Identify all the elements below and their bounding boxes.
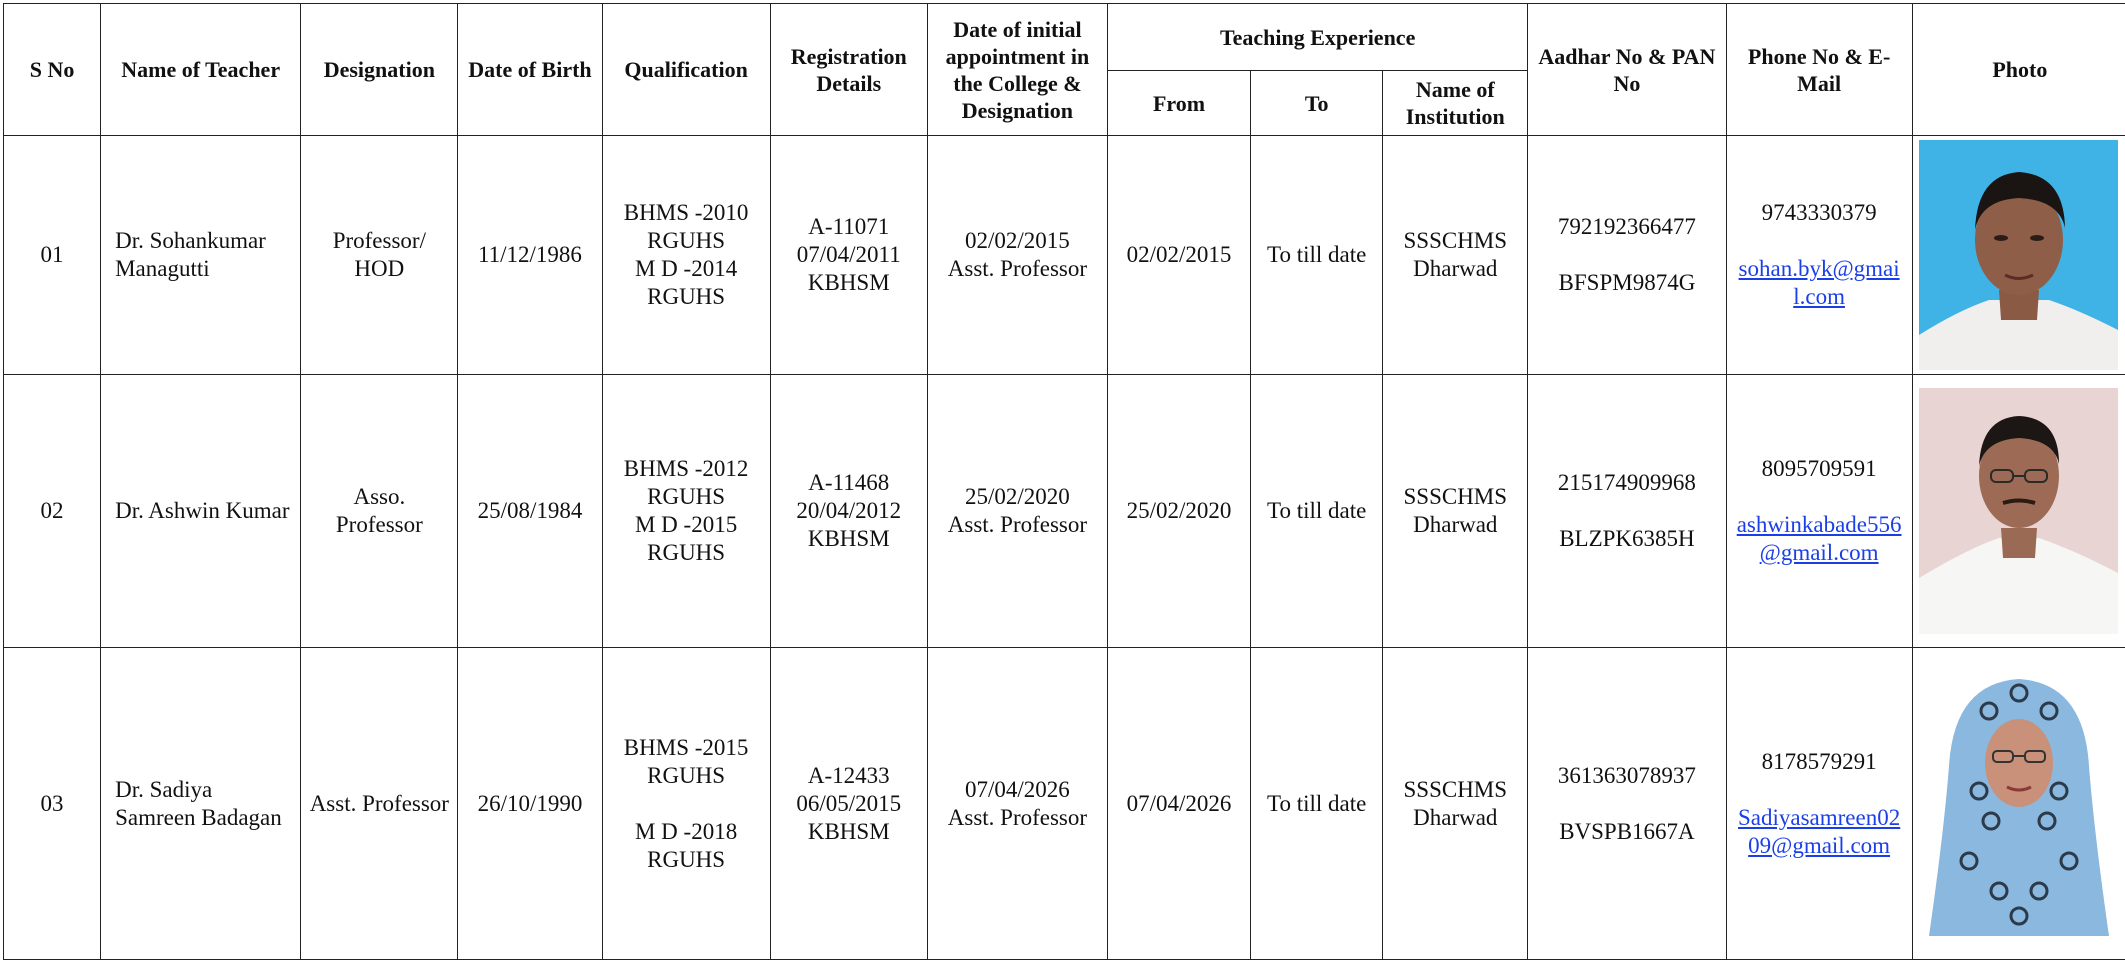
pan-number: BVSPB1667A <box>1534 818 1719 846</box>
cell-name: Dr. Sohankumar Managutti <box>101 136 301 375</box>
header-initial-appointment: Date of initial appointment in the College & Designation <box>927 4 1107 136</box>
cell-aadhar-pan <box>1528 375 1726 648</box>
header-name: Name of Teacher <box>101 4 301 136</box>
cell-designation: Professor/ HOD <box>301 136 458 375</box>
header-registration: Registration Details <box>770 4 927 136</box>
pan-number: BLZPK6385H <box>1534 525 1719 553</box>
cell-sno: 02 <box>4 375 101 648</box>
pan-number: BFSPM9874G <box>1534 269 1719 297</box>
cell-institution: SSSCHMS Dharwad <box>1383 648 1528 960</box>
aadhar-number: 792192366477 <box>1534 213 1719 241</box>
cell-to: To till date <box>1251 375 1383 648</box>
cell-designation: Asso. Professor <box>301 375 458 648</box>
cell-dob: 11/12/1986 <box>458 136 602 375</box>
teacher-photo <box>1919 388 2121 634</box>
cell-dob: 25/08/1984 <box>458 375 602 648</box>
header-qualification: Qualification <box>602 4 770 136</box>
table-row <box>4 136 2125 375</box>
header-dob: Date of Birth <box>458 4 602 136</box>
header-institution: Name of Institution <box>1383 71 1528 136</box>
table-row <box>4 648 2125 960</box>
cell-initial-appointment: 25/02/2020 Asst. Professor <box>927 375 1107 648</box>
cell-phone-email <box>1726 648 1912 960</box>
email-link[interactable]: Sadiyasamreen0209@gmail.com <box>1738 805 1900 858</box>
cell-registration: A-11071 07/04/2011 KBHSM <box>770 136 927 375</box>
email-link[interactable]: sohan.byk@gmail.com <box>1739 256 1900 309</box>
cell-qualification: BHMS -2012 RGUHS M D -2015 RGUHS <box>602 375 770 648</box>
cell-to: To till date <box>1251 136 1383 375</box>
cell-phone-email <box>1726 136 1912 375</box>
header-sno: S No <box>4 4 101 136</box>
header-designation: Designation <box>301 4 458 136</box>
cell-qualification: BHMS -2010 RGUHS M D -2014 RGUHS <box>602 136 770 375</box>
cell-institution: SSSCHMS Dharwad <box>1383 136 1528 375</box>
cell-from: 02/02/2015 <box>1107 136 1250 375</box>
teacher-photo <box>1919 671 2121 936</box>
phone-number: 9743330379 <box>1733 199 1906 227</box>
cell-initial-appointment: 02/02/2015 Asst. Professor <box>927 136 1107 375</box>
cell-registration: A-12433 06/05/2015 KBHSM <box>770 648 927 960</box>
cell-photo <box>1912 375 2125 648</box>
header-phone-email: Phone No & E-Mail <box>1726 4 1912 136</box>
cell-dob: 26/10/1990 <box>458 648 602 960</box>
aadhar-number: 215174909968 <box>1534 469 1719 497</box>
cell-to: To till date <box>1251 648 1383 960</box>
cell-aadhar-pan <box>1528 136 1726 375</box>
cell-name: Dr. Sadiya Samreen Badagan <box>101 648 301 960</box>
aadhar-number: 361363078937 <box>1534 762 1719 790</box>
phone-number: 8095709591 <box>1733 455 1906 483</box>
cell-name: Dr. Ashwin Kumar <box>101 375 301 648</box>
header-photo: Photo <box>1912 4 2125 136</box>
cell-phone-email <box>1726 375 1912 648</box>
cell-qualification: BHMS -2015 RGUHS M D -2018 RGUHS <box>602 648 770 960</box>
header-aadhar-pan: Aadhar No & PAN No <box>1528 4 1726 136</box>
cell-initial-appointment: 07/04/2026 Asst. Professor <box>927 648 1107 960</box>
header-row <box>4 4 2125 71</box>
teacher-photo <box>1919 140 2121 370</box>
table-row <box>4 375 2125 648</box>
cell-sno: 01 <box>4 136 101 375</box>
cell-photo <box>1912 648 2125 960</box>
header-from: From <box>1107 71 1250 136</box>
header-to: To <box>1251 71 1383 136</box>
header-teaching-experience: Teaching Experience <box>1107 4 1527 71</box>
cell-registration: A-11468 20/04/2012 KBHSM <box>770 375 927 648</box>
cell-sno: 03 <box>4 648 101 960</box>
phone-number: 8178579291 <box>1733 748 1906 776</box>
cell-photo <box>1912 136 2125 375</box>
faculty-table <box>3 3 2125 960</box>
cell-from: 25/02/2020 <box>1107 375 1250 648</box>
cell-institution: SSSCHMS Dharwad <box>1383 375 1528 648</box>
email-link[interactable]: ashwinkabade556@gmail.com <box>1737 512 1902 565</box>
cell-aadhar-pan <box>1528 648 1726 960</box>
cell-designation: Asst. Professor <box>301 648 458 960</box>
cell-from: 07/04/2026 <box>1107 648 1250 960</box>
